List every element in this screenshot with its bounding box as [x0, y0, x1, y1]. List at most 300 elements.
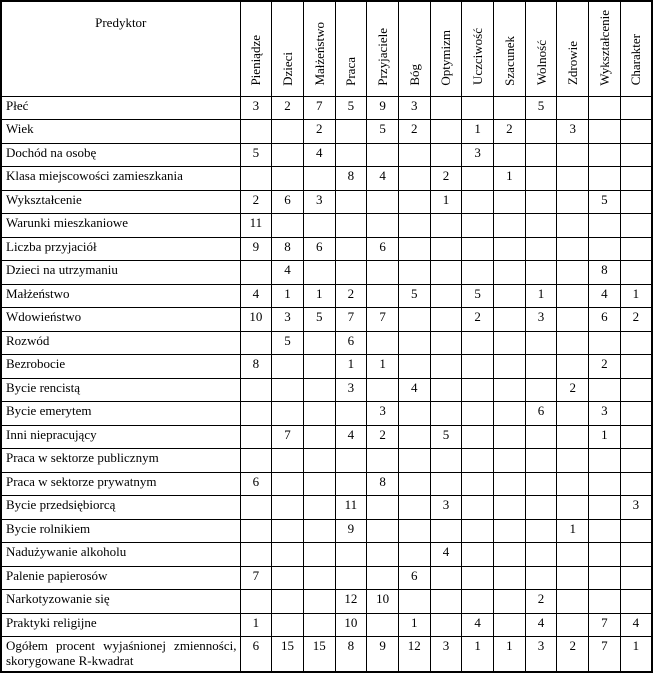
- value-cell: 2: [525, 590, 557, 614]
- value-cell: 2: [589, 355, 621, 379]
- value-cell: 2: [557, 637, 589, 672]
- value-cell: [272, 566, 304, 590]
- row-label: Praca w sektorze publicznym: [1, 449, 240, 473]
- value-cell: 5: [430, 425, 462, 449]
- value-cell: [335, 449, 367, 473]
- value-cell: [620, 237, 652, 261]
- value-cell: [430, 472, 462, 496]
- column-header: [303, 1, 335, 96]
- value-cell: [430, 120, 462, 144]
- value-cell: [272, 378, 304, 402]
- value-cell: [398, 543, 430, 567]
- value-cell: [398, 167, 430, 191]
- value-cell: [462, 402, 494, 426]
- table-row: [1, 214, 652, 238]
- value-cell: 9: [240, 237, 272, 261]
- table-row: [1, 261, 652, 285]
- value-cell: [494, 425, 526, 449]
- value-cell: 9: [335, 519, 367, 543]
- value-cell: 8: [367, 472, 399, 496]
- value-cell: [430, 284, 462, 308]
- value-cell: [494, 543, 526, 567]
- value-cell: 4: [620, 613, 652, 637]
- value-cell: [303, 425, 335, 449]
- value-cell: [430, 613, 462, 637]
- table-row: [1, 237, 652, 261]
- value-cell: 10: [335, 613, 367, 637]
- value-cell: [557, 355, 589, 379]
- value-cell: [557, 284, 589, 308]
- table-row: [1, 378, 652, 402]
- value-cell: 1: [589, 425, 621, 449]
- value-cell: 1: [620, 637, 652, 672]
- value-cell: [462, 378, 494, 402]
- value-cell: 3: [462, 143, 494, 167]
- value-cell: 7: [589, 613, 621, 637]
- value-cell: [335, 472, 367, 496]
- value-cell: [367, 284, 399, 308]
- value-cell: 2: [462, 308, 494, 332]
- value-cell: [620, 519, 652, 543]
- value-cell: [462, 96, 494, 120]
- value-cell: 10: [367, 590, 399, 614]
- value-cell: [303, 472, 335, 496]
- value-cell: [589, 449, 621, 473]
- row-label: Bycie emerytem: [1, 402, 240, 426]
- value-cell: [272, 355, 304, 379]
- value-cell: [525, 519, 557, 543]
- value-cell: [430, 214, 462, 238]
- value-cell: [398, 308, 430, 332]
- column-header: [589, 1, 621, 96]
- value-cell: 1: [494, 637, 526, 672]
- value-cell: 5: [335, 96, 367, 120]
- value-cell: [240, 543, 272, 567]
- table-row: [1, 566, 652, 590]
- value-cell: [367, 143, 399, 167]
- table-row: [1, 449, 652, 473]
- value-cell: [303, 496, 335, 520]
- value-cell: [620, 590, 652, 614]
- value-cell: [303, 519, 335, 543]
- table-row: [1, 143, 652, 167]
- value-cell: [525, 143, 557, 167]
- value-cell: [303, 543, 335, 567]
- value-cell: [620, 120, 652, 144]
- value-cell: [398, 425, 430, 449]
- value-cell: [367, 613, 399, 637]
- table-row: [1, 496, 652, 520]
- value-cell: [589, 237, 621, 261]
- value-cell: [335, 214, 367, 238]
- value-cell: 1: [430, 190, 462, 214]
- value-cell: [620, 566, 652, 590]
- value-cell: [303, 566, 335, 590]
- value-cell: [557, 237, 589, 261]
- row-label: Bezrobocie: [1, 355, 240, 379]
- value-cell: [430, 237, 462, 261]
- value-cell: [620, 378, 652, 402]
- column-header: [525, 1, 557, 96]
- value-cell: 2: [620, 308, 652, 332]
- value-cell: [462, 355, 494, 379]
- value-cell: 1: [367, 355, 399, 379]
- value-cell: 3: [525, 308, 557, 332]
- table-row: [1, 308, 652, 332]
- column-header-label: Szacunek: [501, 35, 517, 86]
- value-cell: 1: [494, 167, 526, 191]
- value-cell: [398, 331, 430, 355]
- value-cell: 2: [272, 96, 304, 120]
- value-cell: [557, 143, 589, 167]
- value-cell: [303, 214, 335, 238]
- row-label: Palenie papierosów: [1, 566, 240, 590]
- value-cell: [367, 214, 399, 238]
- value-cell: [240, 590, 272, 614]
- value-cell: [525, 496, 557, 520]
- value-cell: [620, 425, 652, 449]
- value-cell: 6: [240, 472, 272, 496]
- row-label: Warunki mieszkaniowe: [1, 214, 240, 238]
- value-cell: [557, 590, 589, 614]
- value-cell: [525, 261, 557, 285]
- value-cell: 6: [272, 190, 304, 214]
- value-cell: [557, 613, 589, 637]
- row-label: Bycie przedsiębiorcą: [1, 496, 240, 520]
- column-header: [367, 1, 399, 96]
- row-label: Nadużywanie alkoholu: [1, 543, 240, 567]
- value-cell: [272, 214, 304, 238]
- value-cell: [557, 261, 589, 285]
- table-row: [1, 402, 652, 426]
- value-cell: 1: [525, 284, 557, 308]
- value-cell: [240, 167, 272, 191]
- value-cell: [494, 590, 526, 614]
- value-cell: [462, 449, 494, 473]
- row-label: Małżeństwo: [1, 284, 240, 308]
- value-cell: [367, 190, 399, 214]
- value-cell: 1: [240, 613, 272, 637]
- row-label: Bycie rolnikiem: [1, 519, 240, 543]
- table-row: [1, 284, 652, 308]
- value-cell: [494, 96, 526, 120]
- value-cell: [557, 425, 589, 449]
- value-cell: [335, 237, 367, 261]
- value-cell: [494, 143, 526, 167]
- value-cell: [462, 566, 494, 590]
- row-label: Bycie rencistą: [1, 378, 240, 402]
- value-cell: [620, 449, 652, 473]
- value-cell: [494, 190, 526, 214]
- value-cell: [620, 402, 652, 426]
- value-cell: 6: [589, 308, 621, 332]
- value-cell: [430, 519, 462, 543]
- value-cell: [557, 96, 589, 120]
- table-row: [1, 637, 652, 672]
- column-header-label: Zdrowie: [565, 41, 581, 86]
- value-cell: 12: [398, 637, 430, 672]
- value-cell: [303, 378, 335, 402]
- value-cell: [557, 472, 589, 496]
- table-row: [1, 613, 652, 637]
- value-cell: 10: [240, 308, 272, 332]
- value-cell: [494, 378, 526, 402]
- column-header-label: Pieniądze: [248, 34, 264, 86]
- value-cell: [557, 402, 589, 426]
- column-header: [335, 1, 367, 96]
- value-cell: [430, 96, 462, 120]
- value-cell: [335, 402, 367, 426]
- value-cell: [494, 214, 526, 238]
- value-cell: [367, 519, 399, 543]
- value-cell: 4: [303, 143, 335, 167]
- column-header-label: Praca: [343, 56, 359, 86]
- value-cell: [525, 214, 557, 238]
- value-cell: [462, 214, 494, 238]
- column-header-label: Wykształcenie: [596, 9, 612, 86]
- value-cell: [367, 496, 399, 520]
- value-cell: [494, 472, 526, 496]
- value-cell: 7: [367, 308, 399, 332]
- value-cell: [240, 519, 272, 543]
- column-header-label: Bóg: [406, 63, 422, 86]
- corner-header: Predyktor: [1, 1, 240, 96]
- value-cell: 7: [303, 96, 335, 120]
- value-cell: 3: [335, 378, 367, 402]
- value-cell: 1: [620, 284, 652, 308]
- value-cell: 6: [240, 637, 272, 672]
- value-cell: [272, 167, 304, 191]
- value-cell: [398, 237, 430, 261]
- column-header-label: Uczciwość: [470, 28, 486, 86]
- row-label: Wykształcenie: [1, 190, 240, 214]
- value-cell: [335, 543, 367, 567]
- value-cell: [525, 120, 557, 144]
- value-cell: [557, 214, 589, 238]
- value-cell: [494, 496, 526, 520]
- value-cell: [430, 261, 462, 285]
- value-cell: [430, 308, 462, 332]
- value-cell: [462, 261, 494, 285]
- value-cell: [240, 402, 272, 426]
- value-cell: [303, 613, 335, 637]
- value-cell: [272, 496, 304, 520]
- value-cell: 5: [589, 190, 621, 214]
- column-header-label: Przyjaciele: [375, 27, 391, 86]
- value-cell: 2: [240, 190, 272, 214]
- header-row: [1, 1, 652, 96]
- value-cell: 4: [367, 167, 399, 191]
- value-cell: 3: [430, 496, 462, 520]
- value-cell: [272, 143, 304, 167]
- table-row: [1, 355, 652, 379]
- value-cell: [430, 143, 462, 167]
- value-cell: 3: [367, 402, 399, 426]
- value-cell: 8: [335, 637, 367, 672]
- value-cell: 4: [525, 613, 557, 637]
- row-label: Dochód na osobę: [1, 143, 240, 167]
- value-cell: [272, 449, 304, 473]
- value-cell: 3: [589, 402, 621, 426]
- value-cell: 1: [272, 284, 304, 308]
- value-cell: [589, 167, 621, 191]
- value-cell: [557, 190, 589, 214]
- value-cell: [303, 261, 335, 285]
- value-cell: [557, 331, 589, 355]
- row-label: Inni niepracujący: [1, 425, 240, 449]
- value-cell: [620, 355, 652, 379]
- value-cell: [525, 425, 557, 449]
- value-cell: 4: [462, 613, 494, 637]
- column-header: [430, 1, 462, 96]
- value-cell: [557, 308, 589, 332]
- value-cell: [367, 449, 399, 473]
- value-cell: 3: [525, 637, 557, 672]
- value-cell: 2: [494, 120, 526, 144]
- value-cell: 1: [303, 284, 335, 308]
- row-label: Wdowieństwo: [1, 308, 240, 332]
- value-cell: [589, 378, 621, 402]
- value-cell: [589, 96, 621, 120]
- value-cell: [589, 472, 621, 496]
- value-cell: 4: [335, 425, 367, 449]
- table-row: [1, 543, 652, 567]
- value-cell: 3: [557, 120, 589, 144]
- value-cell: [462, 496, 494, 520]
- value-cell: 3: [430, 637, 462, 672]
- value-cell: [398, 590, 430, 614]
- value-cell: [557, 167, 589, 191]
- value-cell: [494, 261, 526, 285]
- value-cell: 5: [303, 308, 335, 332]
- value-cell: [525, 378, 557, 402]
- value-cell: [589, 496, 621, 520]
- value-cell: [367, 378, 399, 402]
- value-cell: 2: [557, 378, 589, 402]
- value-cell: 12: [335, 590, 367, 614]
- column-header: [272, 1, 304, 96]
- value-cell: [589, 143, 621, 167]
- value-cell: 2: [430, 167, 462, 191]
- value-cell: [335, 143, 367, 167]
- value-cell: [620, 96, 652, 120]
- value-cell: [462, 190, 494, 214]
- value-cell: 2: [303, 120, 335, 144]
- value-cell: [272, 613, 304, 637]
- value-cell: 8: [589, 261, 621, 285]
- value-cell: [272, 519, 304, 543]
- value-cell: [272, 402, 304, 426]
- row-label: Klasa miejscowości zamieszkania: [1, 167, 240, 191]
- value-cell: 2: [335, 284, 367, 308]
- value-cell: 7: [335, 308, 367, 332]
- table-row: [1, 331, 652, 355]
- value-cell: [525, 472, 557, 496]
- value-cell: [620, 214, 652, 238]
- value-cell: 3: [620, 496, 652, 520]
- value-cell: [462, 331, 494, 355]
- value-cell: 7: [589, 637, 621, 672]
- value-cell: [620, 143, 652, 167]
- value-cell: [620, 190, 652, 214]
- value-cell: [335, 261, 367, 285]
- value-cell: 5: [367, 120, 399, 144]
- row-label: Dzieci na utrzymaniu: [1, 261, 240, 285]
- row-label: Liczba przyjaciół: [1, 237, 240, 261]
- column-header: [462, 1, 494, 96]
- value-cell: [430, 590, 462, 614]
- value-cell: [367, 566, 399, 590]
- value-cell: [589, 590, 621, 614]
- value-cell: [462, 167, 494, 191]
- table-row: [1, 96, 652, 120]
- value-cell: 8: [240, 355, 272, 379]
- value-cell: [398, 472, 430, 496]
- value-cell: 5: [398, 284, 430, 308]
- value-cell: [398, 214, 430, 238]
- value-cell: [462, 425, 494, 449]
- column-header: [494, 1, 526, 96]
- value-cell: 1: [398, 613, 430, 637]
- value-cell: [272, 543, 304, 567]
- value-cell: [240, 261, 272, 285]
- value-cell: [525, 237, 557, 261]
- value-cell: [525, 566, 557, 590]
- value-cell: [335, 120, 367, 144]
- value-cell: [398, 496, 430, 520]
- value-cell: [462, 590, 494, 614]
- table-row: [1, 472, 652, 496]
- row-label: Narkotyzowanie się: [1, 590, 240, 614]
- value-cell: 8: [335, 167, 367, 191]
- value-cell: [272, 590, 304, 614]
- value-cell: [620, 472, 652, 496]
- row-label: Płeć: [1, 96, 240, 120]
- value-cell: [525, 449, 557, 473]
- value-cell: [335, 566, 367, 590]
- value-cell: 4: [272, 261, 304, 285]
- value-cell: [398, 355, 430, 379]
- row-label: Rozwód: [1, 331, 240, 355]
- value-cell: 5: [272, 331, 304, 355]
- value-cell: 5: [240, 143, 272, 167]
- value-cell: [494, 566, 526, 590]
- value-cell: [525, 331, 557, 355]
- value-cell: [303, 449, 335, 473]
- value-cell: 1: [462, 120, 494, 144]
- value-cell: [620, 261, 652, 285]
- value-cell: 5: [462, 284, 494, 308]
- value-cell: [557, 449, 589, 473]
- value-cell: 3: [272, 308, 304, 332]
- table-row: [1, 590, 652, 614]
- column-header: [240, 1, 272, 96]
- value-cell: [557, 543, 589, 567]
- table-row: [1, 167, 652, 191]
- value-cell: 6: [335, 331, 367, 355]
- value-cell: [240, 378, 272, 402]
- value-cell: 5: [525, 96, 557, 120]
- value-cell: [525, 543, 557, 567]
- value-cell: [303, 355, 335, 379]
- value-cell: [303, 167, 335, 191]
- column-header: [398, 1, 430, 96]
- value-cell: [557, 566, 589, 590]
- value-cell: [525, 167, 557, 191]
- value-cell: [303, 590, 335, 614]
- value-cell: [589, 566, 621, 590]
- value-cell: [494, 613, 526, 637]
